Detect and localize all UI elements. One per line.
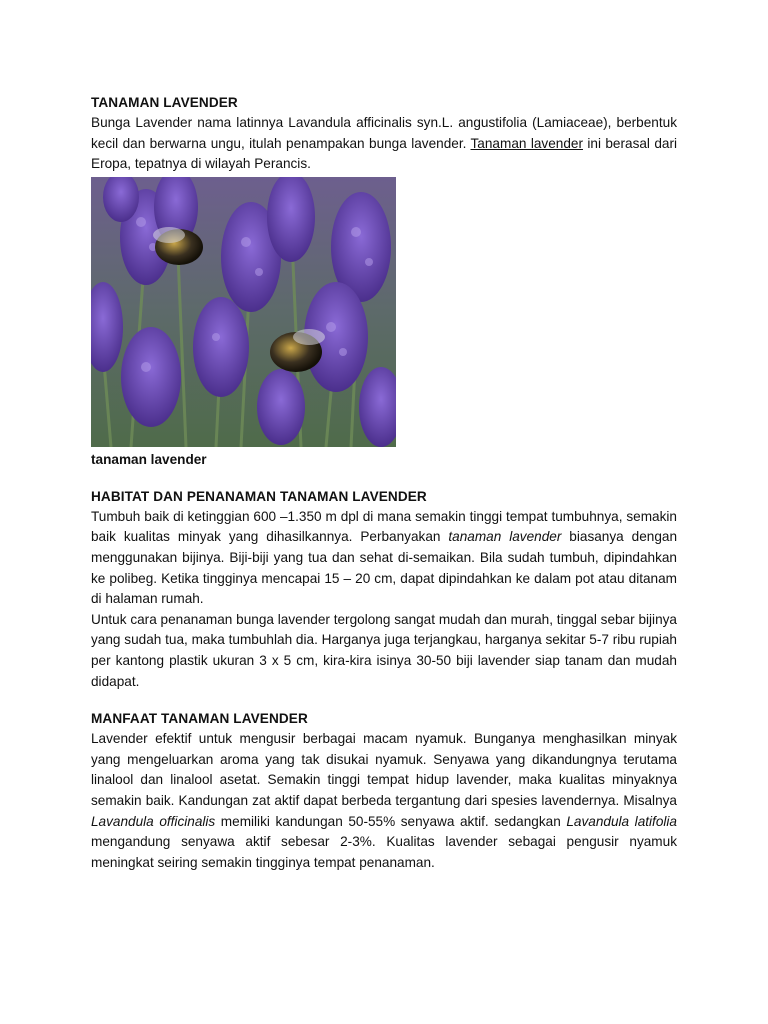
paragraph-text: ini berasal dari Eropa, tepatnya di wilayah Perancis.	[91, 135, 678, 172]
paragraph-text: Bunga Lavender nama latinnya Lavandula afficinalis syn.L. angustifolia (Lamiaceae), berbentuk kecil dan berwarna ungu, itulah penampakan bunga lavender.	[91, 115, 677, 151]
section-title: MANFAAT TANAMAN LAVENDER	[91, 711, 308, 727]
section-habitat	[91, 487, 677, 692]
paragraph	[91, 113, 677, 175]
paragraph-text: Tumbuh baik di ketinggian 600 –1.350 m dpl di mana semakin tinggi tempat tumbuhnya, semakin baik kualitas minyak yang dihasilkannya. Perbanyakan	[91, 508, 677, 545]
italic-text: Lavandula officinalis	[91, 813, 216, 829]
section-title: HABITAT DAN PENANAMAN TANAMAN LAVENDER	[91, 488, 427, 504]
underlined-link-text[interactable]: Tanaman lavender	[470, 135, 583, 151]
italic-text: Lavandula latifolia	[566, 813, 677, 829]
section-title: TANAMAN LAVENDER	[91, 95, 238, 110]
paragraph-text: memiliki kandungan 50-55% senyawa aktif. sedangkan	[215, 813, 567, 829]
paragraph-text: Lavender efektif untuk mengusir berbagai macam nyamuk. Bunganya menghasilkan minyak yang mengeluarkan aroma yang tak disukai nyamuk. Senyawa yang dikandungnya terutama linalool dan linalool asetat. Semakin tinggi tempat hidup lavender, maka kualitas minyaknya semakin baik. Kandungan zat aktif dapat berbeda tergantung dari spesies lavendernya. Misalnya	[91, 731, 677, 808]
paragraph-text: biasanya dengan menggunakan bijinya. Biji-biji yang tua dan sehat di-semaikan. Bila sudah tumbuh, dipindahkan ke polibeg. Ketika tingginya mencapai 15 – 20 cm, dapat dipindahkan ke dalam pot atau ditanam di halaman rumah.	[91, 529, 678, 607]
lavender-photo	[91, 177, 396, 447]
paragraph-text: mengandung senyawa aktif sebesar 2-3%. Kualitas lavender sebagai pengusir nyamuk meningkat seiring semakin tingginya tempat penanaman.	[91, 834, 677, 870]
paragraph: Untuk cara penanaman bunga lavender tergolong sangat mudah dan murah, tinggal sebar bijinya yang sudah tua, maka tumbuhlah dia. Harganya juga terjangkau, harganya sekitar 5-7 ribu rupiah per kantong plastik ukuran 3 x 5 cm, kira-kira isinya 30-50 biji lavender siap tanam dan mudah didapat.	[91, 611, 677, 689]
italic-text: tanaman lavender	[448, 529, 562, 545]
paragraph	[91, 507, 677, 610]
section-tanaman-lavender	[91, 93, 677, 175]
image-caption: tanaman lavender	[91, 451, 207, 467]
paragraph	[91, 729, 677, 873]
section-manfaat	[91, 709, 677, 873]
